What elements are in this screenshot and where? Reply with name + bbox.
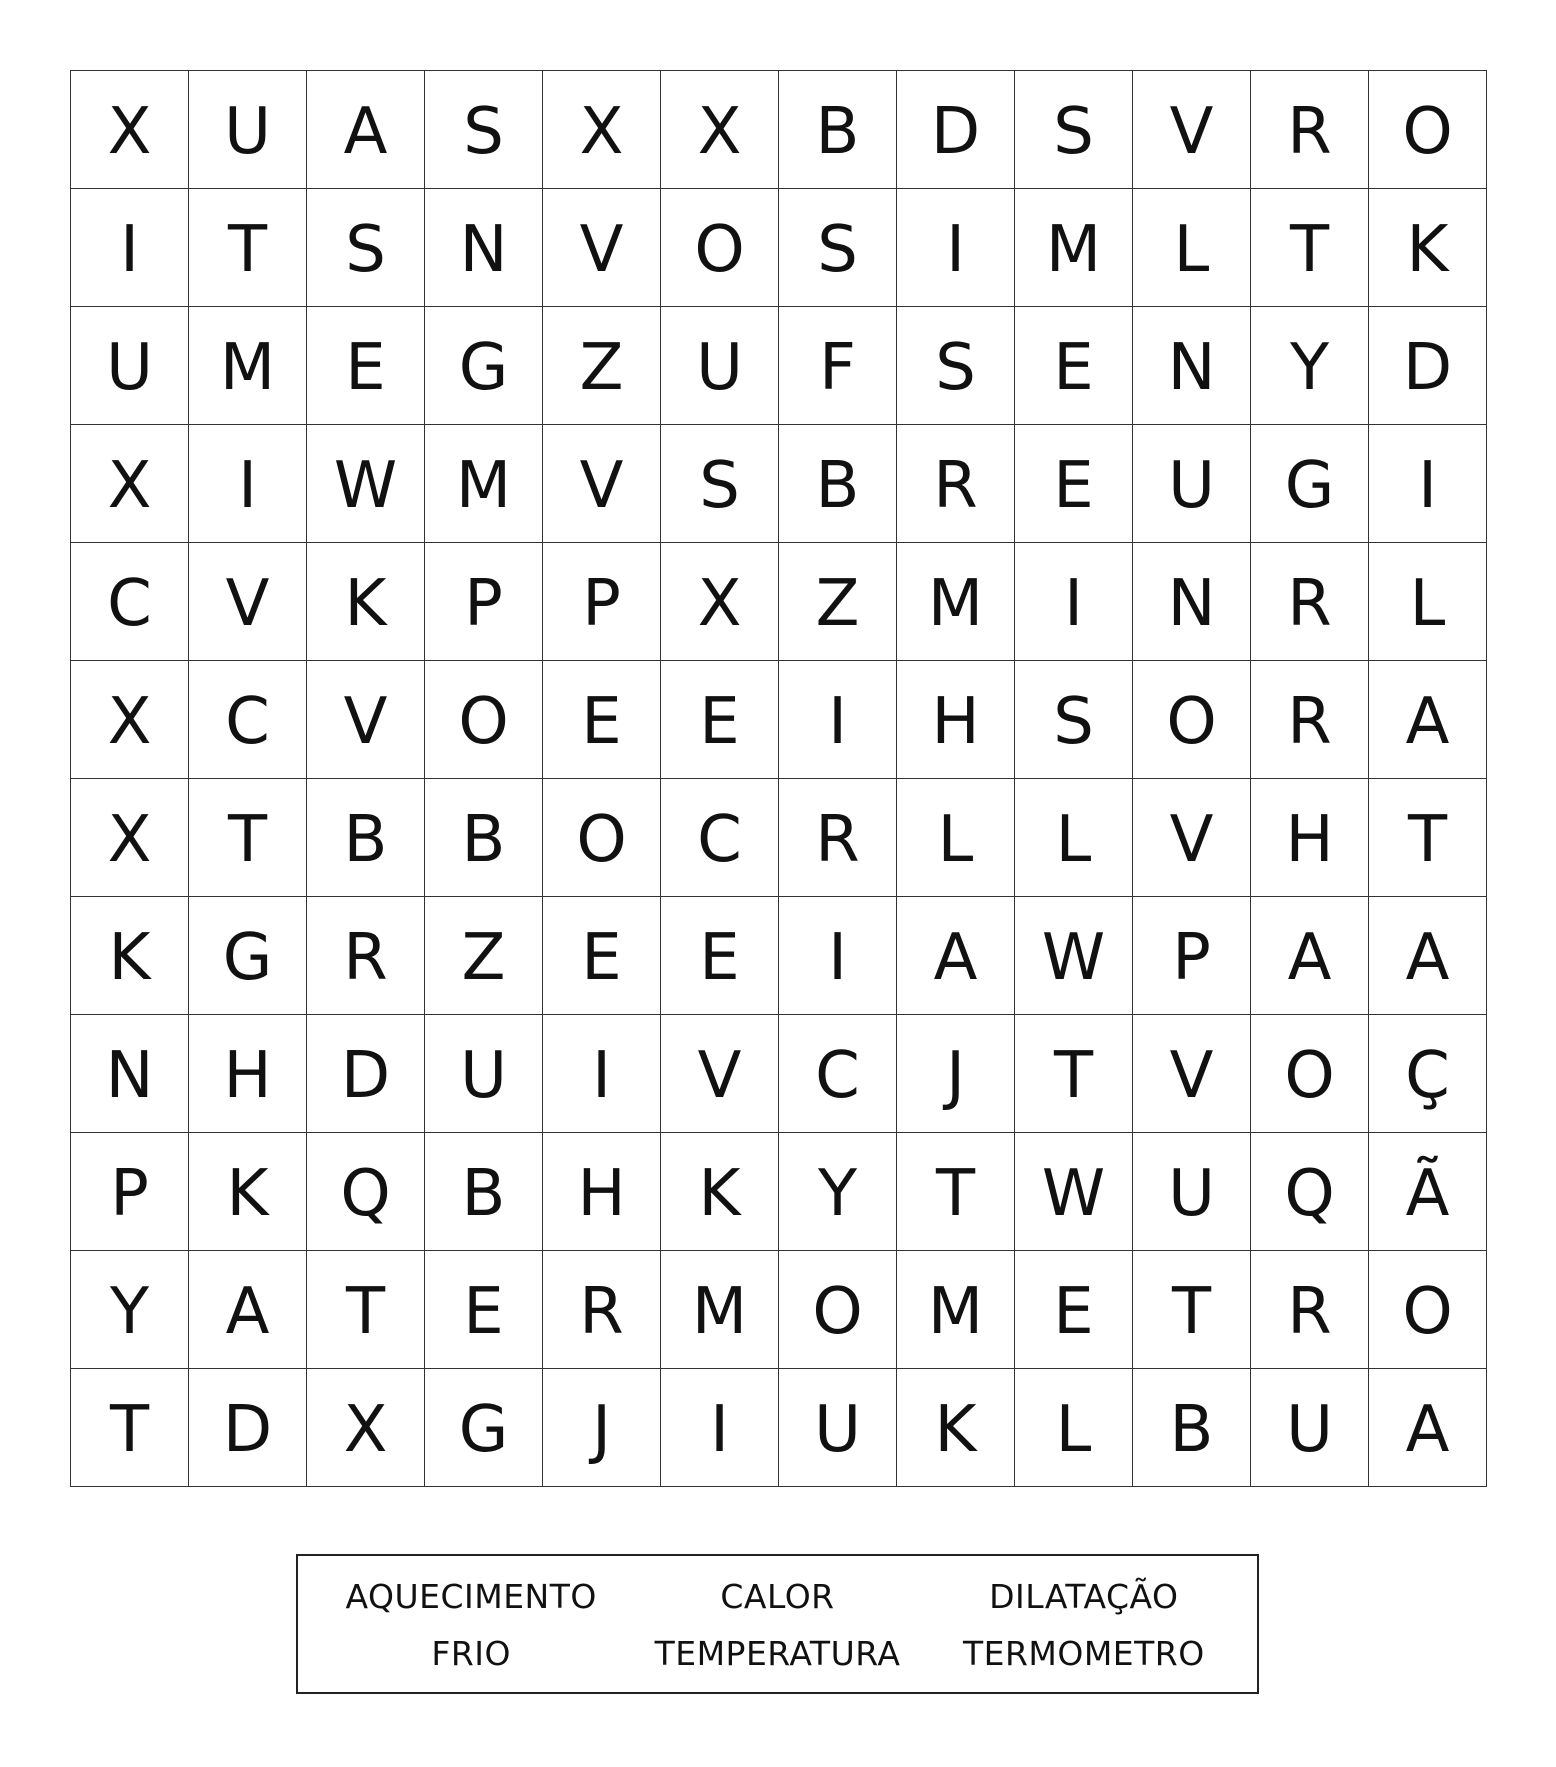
grid-cell[interactable]: K xyxy=(71,897,189,1015)
grid-cell[interactable]: N xyxy=(71,1015,189,1133)
grid-cell[interactable]: Q xyxy=(1251,1133,1369,1251)
grid-cell[interactable]: S xyxy=(1015,71,1133,189)
grid-cell[interactable]: E xyxy=(661,897,779,1015)
grid-cell[interactable]: X xyxy=(71,661,189,779)
grid-cell[interactable]: Z xyxy=(779,543,897,661)
grid-cell[interactable]: P xyxy=(71,1133,189,1251)
grid-cell[interactable]: V xyxy=(661,1015,779,1133)
grid-cell[interactable]: G xyxy=(425,1369,543,1487)
grid-cell[interactable]: F xyxy=(779,307,897,425)
grid-cell[interactable]: I xyxy=(1015,543,1133,661)
grid-cell[interactable]: H xyxy=(1251,779,1369,897)
grid-cell[interactable]: C xyxy=(71,543,189,661)
grid-cell[interactable]: E xyxy=(1015,425,1133,543)
grid-cell[interactable]: P xyxy=(1133,897,1251,1015)
grid-cell[interactable]: I xyxy=(661,1369,779,1487)
grid-cell[interactable]: M xyxy=(897,543,1015,661)
grid-cell[interactable]: D xyxy=(1369,307,1487,425)
grid-cell[interactable]: D xyxy=(307,1015,425,1133)
grid-cell[interactable]: A xyxy=(1251,897,1369,1015)
grid-cell[interactable]: R xyxy=(1251,661,1369,779)
grid-cell[interactable]: B xyxy=(307,779,425,897)
grid-cell[interactable]: E xyxy=(543,661,661,779)
grid-cell[interactable]: G xyxy=(425,307,543,425)
word-bank-word: CALOR xyxy=(720,1577,835,1616)
grid-cell[interactable]: H xyxy=(189,1015,307,1133)
grid-cell[interactable]: L xyxy=(1133,189,1251,307)
grid-cell[interactable]: K xyxy=(1369,189,1487,307)
grid-cell[interactable]: W xyxy=(307,425,425,543)
grid-cell[interactable]: L xyxy=(897,779,1015,897)
grid-cell[interactable]: T xyxy=(307,1251,425,1369)
grid-cell[interactable]: S xyxy=(1015,661,1133,779)
grid-cell[interactable]: G xyxy=(1251,425,1369,543)
grid-cell[interactable]: Ã xyxy=(1369,1133,1487,1251)
grid-cell[interactable]: S xyxy=(307,189,425,307)
grid-cell[interactable]: A xyxy=(1369,661,1487,779)
grid-cell[interactable]: E xyxy=(1015,1251,1133,1369)
grid-cell[interactable]: Q xyxy=(307,1133,425,1251)
grid-cell[interactable]: S xyxy=(425,71,543,189)
grid-cell[interactable]: D xyxy=(189,1369,307,1487)
grid-cell[interactable]: L xyxy=(1015,779,1133,897)
grid-cell[interactable]: W xyxy=(1015,897,1133,1015)
grid-cell[interactable]: Ç xyxy=(1369,1015,1487,1133)
grid-cell[interactable]: O xyxy=(1133,661,1251,779)
grid-cell[interactable]: V xyxy=(1133,779,1251,897)
grid-cell[interactable]: N xyxy=(425,189,543,307)
grid-cell[interactable]: P xyxy=(543,543,661,661)
grid-cell[interactable]: B xyxy=(425,779,543,897)
grid-cell[interactable]: Y xyxy=(1251,307,1369,425)
grid-cell[interactable]: X xyxy=(661,543,779,661)
grid-cell[interactable]: X xyxy=(661,71,779,189)
grid-cell[interactable]: T xyxy=(189,779,307,897)
grid-cell[interactable]: I xyxy=(189,425,307,543)
grid-cell[interactable]: V xyxy=(543,425,661,543)
grid-cell[interactable]: M xyxy=(425,425,543,543)
grid-cell[interactable]: L xyxy=(1369,543,1487,661)
grid-cell[interactable]: I xyxy=(71,189,189,307)
grid-cell[interactable]: K xyxy=(307,543,425,661)
grid-cell[interactable]: M xyxy=(189,307,307,425)
grid-cell[interactable]: K xyxy=(897,1369,1015,1487)
grid-cell[interactable]: J xyxy=(897,1015,1015,1133)
grid-cell[interactable]: M xyxy=(1015,189,1133,307)
grid-cell[interactable]: S xyxy=(779,189,897,307)
grid-cell[interactable]: C xyxy=(661,779,779,897)
grid-cell[interactable]: U xyxy=(779,1369,897,1487)
grid-cell[interactable]: O xyxy=(1251,1015,1369,1133)
grid-cell[interactable]: I xyxy=(1369,425,1487,543)
grid-cell[interactable]: U xyxy=(1251,1369,1369,1487)
grid-cell[interactable]: K xyxy=(189,1133,307,1251)
grid-cell[interactable]: H xyxy=(543,1133,661,1251)
grid-cell[interactable]: O xyxy=(1369,71,1487,189)
grid-cell[interactable]: N xyxy=(1133,307,1251,425)
grid-cell[interactable]: R xyxy=(897,425,1015,543)
grid-cell[interactable]: Z xyxy=(543,307,661,425)
grid-cell[interactable]: C xyxy=(189,661,307,779)
grid-cell[interactable]: K xyxy=(661,1133,779,1251)
grid-cell[interactable]: T xyxy=(189,189,307,307)
word-bank-word: FRIO xyxy=(431,1634,511,1673)
grid-cell[interactable]: R xyxy=(779,779,897,897)
grid-cell[interactable]: X xyxy=(71,425,189,543)
grid-cell[interactable]: E xyxy=(661,661,779,779)
word-bank-word: TEMPERATURA xyxy=(654,1634,901,1673)
grid-cell[interactable]: A xyxy=(189,1251,307,1369)
grid-cell[interactable]: R xyxy=(543,1251,661,1369)
grid-cell[interactable]: Y xyxy=(779,1133,897,1251)
grid-cell[interactable]: C xyxy=(779,1015,897,1133)
grid-cell[interactable]: X xyxy=(543,71,661,189)
grid-cell[interactable]: V xyxy=(543,189,661,307)
grid-cell[interactable]: G xyxy=(189,897,307,1015)
grid-cell[interactable]: E xyxy=(543,897,661,1015)
grid-cell[interactable]: T xyxy=(1133,1251,1251,1369)
grid-cell[interactable]: T xyxy=(897,1133,1015,1251)
grid-cell[interactable]: B xyxy=(425,1133,543,1251)
grid-cell[interactable]: I xyxy=(779,897,897,1015)
word-bank-word: TERMOMETRO xyxy=(962,1634,1205,1673)
grid-cell[interactable]: U xyxy=(661,307,779,425)
grid-cell[interactable]: B xyxy=(779,425,897,543)
grid-cell[interactable]: E xyxy=(1015,307,1133,425)
grid-cell[interactable]: E xyxy=(307,307,425,425)
grid-cell[interactable]: N xyxy=(1133,543,1251,661)
grid-cell[interactable]: U xyxy=(425,1015,543,1133)
grid-cell[interactable]: J xyxy=(543,1369,661,1487)
grid-cell[interactable]: B xyxy=(779,71,897,189)
grid-cell[interactable]: S xyxy=(897,307,1015,425)
grid-cell[interactable]: I xyxy=(543,1015,661,1133)
grid-cell[interactable]: T xyxy=(1251,189,1369,307)
grid-cell[interactable]: Y xyxy=(71,1251,189,1369)
grid-cell[interactable]: U xyxy=(189,71,307,189)
grid-cell[interactable]: X xyxy=(71,779,189,897)
grid-cell[interactable]: R xyxy=(1251,71,1369,189)
word-bank xyxy=(296,1554,1259,1694)
grid-cell[interactable]: A xyxy=(307,71,425,189)
grid-cell[interactable]: I xyxy=(779,661,897,779)
grid-cell[interactable]: X xyxy=(307,1369,425,1487)
grid-cell[interactable]: V xyxy=(1133,71,1251,189)
grid-cell[interactable]: R xyxy=(307,897,425,1015)
grid-cell[interactable]: R xyxy=(1251,543,1369,661)
grid-cell[interactable]: A xyxy=(1369,1369,1487,1487)
grid-cell[interactable]: V xyxy=(189,543,307,661)
grid-cell[interactable]: R xyxy=(1251,1251,1369,1369)
grid-cell[interactable]: M xyxy=(897,1251,1015,1369)
grid-cell[interactable]: B xyxy=(1133,1369,1251,1487)
grid-cell[interactable]: X xyxy=(71,71,189,189)
grid-cell[interactable]: A xyxy=(1369,897,1487,1015)
grid-cell[interactable]: L xyxy=(1015,1369,1133,1487)
grid-cell[interactable]: I xyxy=(897,189,1015,307)
grid-cell[interactable]: S xyxy=(661,425,779,543)
grid-cell[interactable]: V xyxy=(1133,1015,1251,1133)
grid-cell[interactable]: O xyxy=(779,1251,897,1369)
grid-cell[interactable]: T xyxy=(1015,1015,1133,1133)
grid-cell[interactable]: Z xyxy=(425,897,543,1015)
grid-cell[interactable]: E xyxy=(425,1251,543,1369)
grid-cell[interactable]: U xyxy=(1133,1133,1251,1251)
grid-cell[interactable]: V xyxy=(307,661,425,779)
grid-cell[interactable]: U xyxy=(1133,425,1251,543)
grid-cell[interactable]: W xyxy=(1015,1133,1133,1251)
grid-cell[interactable]: H xyxy=(897,661,1015,779)
word-bank-word: AQUECIMENTO xyxy=(345,1577,597,1616)
grid-cell[interactable]: T xyxy=(1369,779,1487,897)
grid-cell[interactable]: O xyxy=(1369,1251,1487,1369)
word-search-grid xyxy=(70,70,1487,1487)
grid-cell[interactable]: P xyxy=(425,543,543,661)
grid-cell[interactable]: A xyxy=(897,897,1015,1015)
word-bank-word: DILATAÇÃO xyxy=(989,1577,1179,1616)
grid-cell[interactable]: M xyxy=(661,1251,779,1369)
grid-cell[interactable]: O xyxy=(661,189,779,307)
grid-cell[interactable]: O xyxy=(425,661,543,779)
grid-cell[interactable]: D xyxy=(897,71,1015,189)
grid-cell[interactable]: O xyxy=(543,779,661,897)
grid-cell[interactable]: T xyxy=(71,1369,189,1487)
grid-cell[interactable]: U xyxy=(71,307,189,425)
